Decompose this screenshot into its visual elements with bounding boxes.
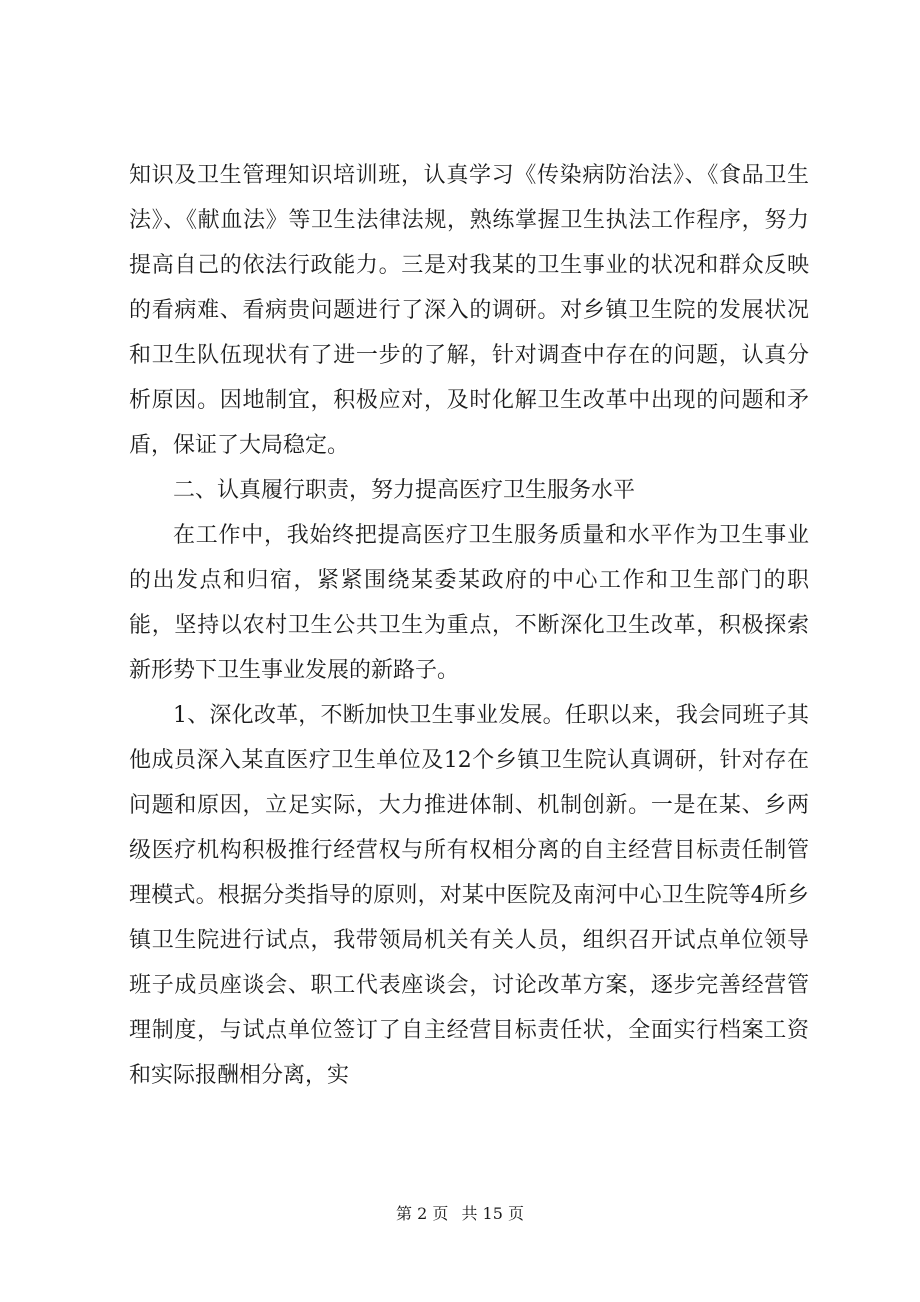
paragraph-1: 知识及卫生管理知识培训班，认真学习《传染病防治法》、《食品卫生法》、《献血法》等卫生法律法规，熟练掌握卫生执法工作程序，努力提高自己的依法行政能力。三是对我某的卫生事业的状况和群众反映的看病难、看病贵问题进行了深入的调研。对乡镇卫生院的发展状况和卫生队伍现状有了进一步的了解，针对调查中存在的问题，认真分析原因。因地制宜，积极应对，及时化解卫生改革中出现的问题和矛盾，保证了大局稳定。 [129, 163, 809, 458]
section-heading: 二、认真履行职责，努力提高医疗卫生服务水平 [173, 478, 636, 503]
page-number: 第 2 页 [396, 1204, 449, 1223]
page-total: 共 15 页 [461, 1204, 524, 1223]
paragraph-2: 在工作中，我始终把提高医疗卫生服务质量和水平作为卫生事业的出发点和归宿，紧紧围绕某委某政府的中心工作和卫生部门的职能，坚持以农村卫生公共卫生为重点，不断深化卫生改革，积极探索新形势下卫生事业发展的新路子。 [129, 523, 809, 683]
document-body [129, 153, 809, 1098]
page-footer [0, 1202, 920, 1226]
paragraph-3: 1、深化改革，不断加快卫生事业发展。任职以来，我会同班子其他成员深入某直医疗卫生单位及12个乡镇卫生院认真调研，针对存在问题和原因，立足实际，大力推进体制、机制创新。一是在某、乡两级医疗机构积极推行经营权与所有权相分离的自主经营目标责任制管理模式。根据分类指导的原则，对某中医院及南河中心卫生院等4所乡镇卫生院进行试点，我带领局机关有关人员，组织召开试点单位领导班子成员座谈会、职工代表座谈会，讨论改革方案，逐步完善经营管理制度，与试点单位签订了自主经营目标责任状，全面实行档案工资和实际报酬相分离，实 [129, 703, 809, 1088]
